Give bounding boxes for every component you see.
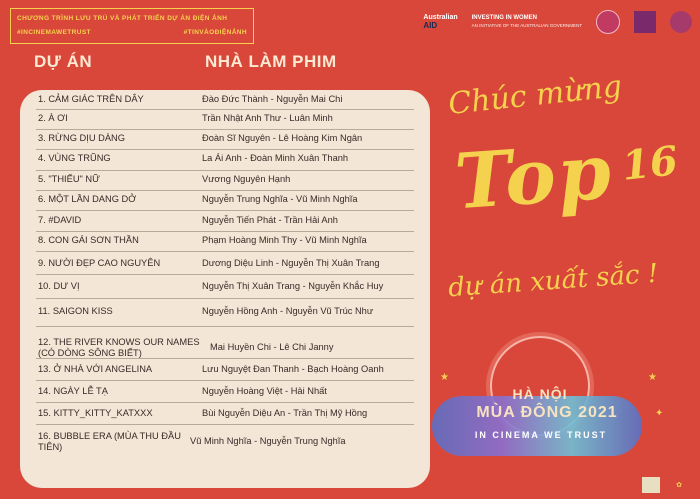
- project-makers: Nguyễn Thị Xuân Trang - Nguyễn Khắc Huy: [202, 281, 384, 291]
- row-divider: [36, 274, 414, 275]
- emblem-city: HÀ NỘI: [512, 386, 568, 402]
- project-title: 1. CẢM GIÁC TRÊN DÂY: [38, 94, 144, 104]
- australian-aid-logo: Australian AID: [423, 14, 458, 30]
- row-divider: [36, 326, 414, 327]
- hashtag-right: #TINVÀOĐIỆNẢNH: [183, 29, 247, 36]
- row-divider: [36, 298, 414, 299]
- rise-logo: [596, 10, 620, 34]
- project-makers: Vũ Minh Nghĩa - Nguyễn Trung Nghĩa: [190, 436, 346, 446]
- program-title: CHƯƠNG TRÌNH LƯU TRÚ VÀ PHÁT TRIỂN DỰ ÁN ĐIỆN ẢNH: [17, 15, 228, 22]
- partner-logo-yellow: ✿: [676, 482, 682, 489]
- project-title: 7. #DAVID: [38, 215, 82, 225]
- hanoi-winter-emblem: [432, 330, 642, 470]
- project-makers: Mai Huyền Chi - Lê Chi Janny: [210, 342, 334, 352]
- hashtags: [17, 29, 247, 36]
- project-makers: Nguyễn Hoàng Việt - Hải Nhất: [202, 386, 327, 396]
- sponsor-logos: [423, 10, 692, 34]
- row-divider: [36, 424, 414, 425]
- project-title: 6. MỘT LẦN DANG DỞ: [38, 194, 137, 204]
- partner-logo-green: [642, 477, 660, 493]
- column-title-project: DỰ ÁN: [34, 52, 93, 71]
- investing-in-women-logo: INVESTING IN WOMEN AN INITIATIVE OF THE AUSTRALIAN GOVERNMENT: [471, 15, 582, 28]
- project-title: 3. RỪNG DỊU DÀNG: [38, 133, 125, 143]
- star-icon: ★: [440, 372, 449, 383]
- row-divider: [36, 402, 414, 403]
- project-makers: Đào Đức Thành - Nguyễn Mai Chi: [202, 94, 343, 104]
- row-divider: [36, 109, 414, 110]
- row-divider: [36, 358, 414, 359]
- program-header: [10, 8, 254, 44]
- project-makers: Nguyễn Trung Nghĩa - Vũ Minh Nghĩa: [202, 194, 358, 204]
- project-title: 11. SAIGON KISS: [38, 306, 113, 316]
- row-divider: [36, 190, 414, 191]
- star-icon: ★: [648, 372, 657, 383]
- row-divider: [36, 129, 414, 130]
- star-icon: ✦: [655, 408, 664, 419]
- project-title: 14. NGÀY LỄ TẠ: [38, 386, 108, 396]
- project-makers: Trần Nhật Anh Thư - Luân Minh: [202, 113, 333, 123]
- project-makers: Nguyễn Tiến Phát - Trần Hải Anh: [202, 215, 338, 225]
- headline-number: 16: [619, 137, 680, 190]
- project-makers: Nguyễn Hồng Anh - Nguyễn Vũ Trúc Như: [202, 306, 374, 316]
- row-divider: [36, 231, 414, 232]
- headline-projects: dự án xuất sắc !: [447, 258, 660, 304]
- project-makers: La Ái Anh - Đoàn Minh Xuân Thanh: [202, 153, 349, 163]
- project-makers: Phạm Hoàng Minh Thy - Vũ Minh Nghĩa: [202, 235, 367, 245]
- project-title: 12. THE RIVER KNOWS OUR NAMES (CÓ DÒNG SÔNG BIẾT): [38, 337, 200, 358]
- project-makers: Bùi Nguyễn Diệu An - Trần Thị Mỹ Hồng: [202, 408, 368, 418]
- okhikho-logo: [634, 11, 656, 33]
- project-title: 15. KITTY_KITTY_KATXXX: [38, 408, 153, 418]
- row-divider: [36, 251, 414, 252]
- project-title: 9. NƯỜI ĐẸP CAO NGUYÊN: [38, 258, 161, 268]
- row-divider: [36, 170, 414, 171]
- column-title-makers: NHÀ LÀM PHIM: [205, 52, 337, 71]
- row-divider: [36, 149, 414, 150]
- bottom-logos: [642, 477, 690, 493]
- project-makers: Dương Diệu Linh - Nguyễn Thị Xuân Trang: [202, 258, 380, 268]
- project-makers: Đoàn Sĩ Nguyên - Lê Hoàng Kim Ngân: [202, 133, 363, 143]
- project-title: 13. Ở NHÀ VỚI ANGELINA: [38, 364, 153, 374]
- project-title: 10. DƯ VỊ: [38, 281, 80, 291]
- headline-top: Top: [452, 126, 616, 227]
- project-title: 16. BUBBLE ERA (MÙA THU ĐẦU TIÊN): [38, 431, 181, 452]
- emblem-season: MÙA ĐÔNG 2021: [476, 404, 618, 421]
- hashtag-left: #INCINEMAWETRUST: [17, 29, 91, 36]
- row-divider: [36, 210, 414, 211]
- project-title: 2. À ƠI: [38, 113, 68, 123]
- project-title: 4. VÙNG TRŨNG: [38, 153, 111, 163]
- ngcan-logo: [670, 11, 692, 33]
- headline-congrats: Chúc mừng: [446, 68, 624, 123]
- project-makers: Vương Nguyên Hạnh: [202, 174, 291, 184]
- emblem-slogan: IN CINEMA WE TRUST: [474, 430, 608, 440]
- row-divider: [36, 380, 414, 381]
- project-title: 8. CON GÁI SƠN THẦN: [38, 235, 139, 245]
- project-makers: Lưu Nguyệt Đan Thanh - Bạch Hoàng Oanh: [202, 364, 384, 374]
- project-title: 5. "THIẾU" NỮ: [38, 174, 101, 184]
